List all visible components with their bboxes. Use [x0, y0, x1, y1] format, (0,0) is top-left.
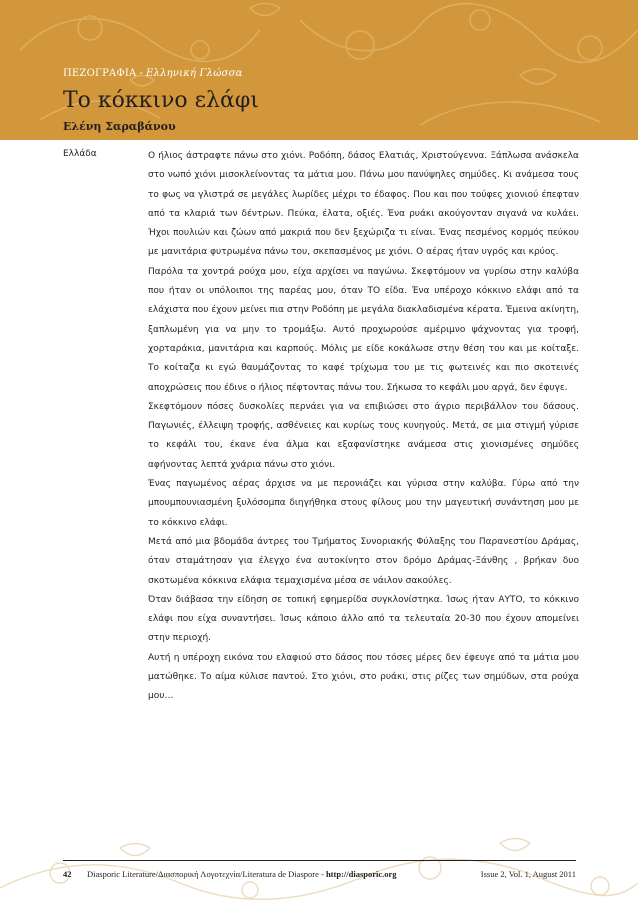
footer-divider: [63, 860, 576, 861]
floral-ornament-footer: [0, 828, 638, 903]
paragraph: Σκεφτόμουν πόσες δυσκολίες περνάει για να επιβιώσει στο άγριο περιβάλλον του δάσους. Παγωνιές, έλλειψη τροφής, ασθένειες και κυρίως τους κυνηγούς. Μετά, σε μια στιγμή γύρισε το κεφάλι του, έκανε ένα άλμα και εξαφανίστηκε ανάμεσα στις χιονισμένες σημύδες αφήνοντας λεπτά χνάρια πάνω στο χιόνι.: [148, 401, 579, 470]
paragraph: Παρόλα τα χοντρά ρούχα μου, είχα αρχίσει να παγώνω. Σκεφτόμουν να γυρίσω στην καλύβα που ήταν οι υπόλοιποι της παρέας μου, όταν ΤΟ είδα. Ένα υπέροχο κόκκινο ελάφι από τα ελάχιστα που έχουν μείνει πια στην Ροδόπη με μεγάλα διακλαδισμένα κέρατα. Έμεινα ακίνητη, ξαπλωμένη για να μην το τρομάξω. Αυτό προχωρούσε αμέριμνο ψάχνοντας για τροφή, χορταράκια, μανιτάρια και καρπούς. Μόλις με είδε κοκάλωσε στην θέση του και με κοίταξε. Το κοίταζα κι εγώ θαυμάζοντας το καφέ τρίχωμα του με τις φωτεινές και πιο σκοτεινές αποχρώσεις που έδινε ο ήλιος πέφτοντας πάνω του. Σήκωσα το κεφάλι μου αργά, δεν έφυγε.: [148, 266, 579, 393]
article-title: Το κόκκινο ελάφι: [63, 88, 259, 113]
paragraph: Ένας παγωμένος αέρας άρχισε να με περονιάζει και γύρισα στην καλύβα. Γύρω από την μπουμπουνιασμένη ξυλόσομπα διηγήθηκα στους φίλους μου την μαγευτική συνάντηση μου με το κόκκινο ελάφι.: [148, 479, 579, 528]
section-language: Ελληνική Γλώσσα: [146, 68, 243, 79]
paragraph: Μετά από μια βδομάδα άντρες του Τμήματος Συνοριακής Φύλαξης του Παρανεστίου Δράμας, όταν σταμάτησαν για έλεγχο ένα αυτοκίνητο στον δρόμο Δράμας-Ξάνθης , βρήκαν δυο σκοτωμένα κόκκινα ελάφια τεμαχισμένα μέσα σε νάιλον σακούλες.: [148, 536, 579, 586]
page-number: 42: [63, 869, 72, 879]
issue-info: Issue 2, Vol. 1, August 2011: [480, 869, 576, 879]
author-country: Ελλάδα: [63, 149, 97, 159]
author-name: Ελένη Σαραβάνου: [63, 120, 176, 133]
publication-info: [87, 869, 397, 879]
footer-ornament: [0, 828, 638, 903]
paragraph: Όταν διάβασα την είδηση σε τοπική εφημερίδα συγκλονίστηκα. Ίσως ήταν ΑΥΤΟ, το κόκκινο ελάφι που είχα συναντήσει. Ίσως κάποιο άλλο από τα τελευταία 20-30 που έχουν απομείνει στην περιοχή.: [148, 594, 579, 644]
section-label: [63, 68, 243, 79]
section-separator: -: [139, 68, 144, 79]
publication-url[interactable]: http://diasporic.org: [325, 869, 397, 879]
section-name: ΠΕΖΟΓΡΑΦΙΑ: [63, 68, 137, 79]
publication-name: Diasporic Literature/Διασπορική Λογοτεχνία/Literatura de Diaspore -: [87, 869, 326, 879]
paragraph: Αυτή η υπέροχη εικόνα του ελαφιού στο δάσος που τόσες μέρες δεν έφευγε από τα μάτια μου ματώθηκε. Το αίμα κύλισε παντού. Στο χιόνι, στο ρυάκι, στις ρίζες των σημύδων, στα ρούχα μου…: [148, 652, 579, 702]
paragraph: Ο ήλιος άστραφτε πάνω στο χιόνι. Ροδόπη, δάσος Ελατιάς, Χριστούγεννα. Ξάπλωσα ανάσκελα στο νωπό χιόνι μισοκλείνοντας τα μάτια μου. Πάνω μου πανύψηλες σημύδες. Κι ανάμεσα τους το φως να γλιστρά σε μεγάλες λωρίδες μέχρι το έδαφος. Που και που τούφες χιονιού έπεφταν από τα κλαριά των δέντρων. Πεύκα, έλατα, οξιές. Ένα ρυάκι ακούγονταν σιγανά να κυλάει. Ήχοι πουλιών και ζώων από μακριά που δεν ξεχώριζα τι είναι. Ένας πεσμένος κορμός πεύκου με μανιτάρια φυτρωμένα πάνω του, σκεπασμένος με χιόνι. Ο αέρας ήταν υγρός και κρύος.: [148, 151, 579, 258]
article-body: [148, 147, 579, 707]
